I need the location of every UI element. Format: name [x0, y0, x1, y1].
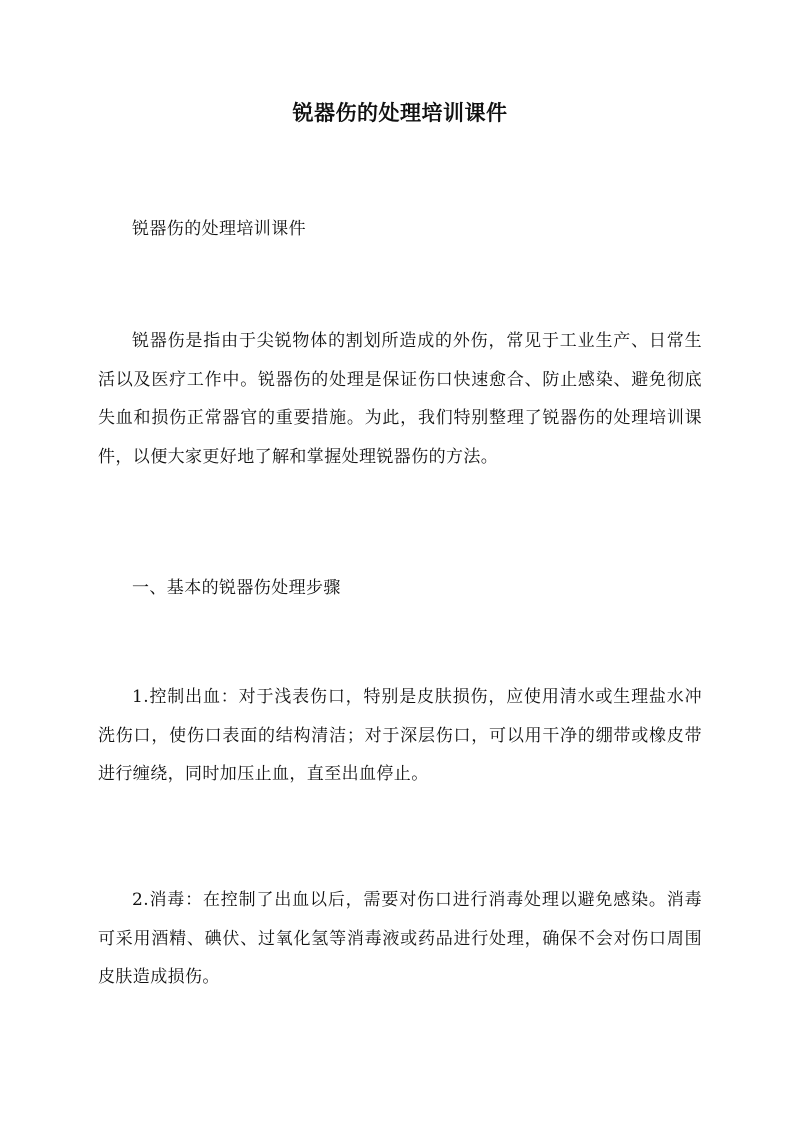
step-2-paragraph: 2.消毒：在控制了出血以后，需要对伤口进行消毒处理以避免感染。消毒可采用酒精、碘伏、过氧化氢等消毒液或药品进行处理，确保不会对伤口周围皮肤造成损伤。	[98, 890, 702, 987]
subtitle-paragraph: 锐器伤的处理培训课件	[132, 219, 306, 239]
section-heading: 一、基本的锐器伤处理步骤	[132, 578, 341, 598]
step-1-paragraph: 1.控制出血：对于浅表伤口，特别是皮肤损伤，应使用清水或生理盐水冲洗伤口，使伤口表面的结构清洁；对于深层伤口，可以用干净的绷带或橡皮带进行缠绕，同时加压止血，直至出血停止。	[98, 687, 702, 784]
intro-paragraph: 锐器伤是指由于尖锐物体的割划所造成的外伤，常见于工业生产、日常生活以及医疗工作中。锐器伤的处理是保证伤口快速愈合、防止感染、避免彻底失血和损伤正常器官的重要措施。为此，我们特别整理了锐器伤的处理培训课件，以便大家更好地了解和掌握处理锐器伤的方法。	[98, 331, 702, 467]
document-title: 锐器伤的处理培训课件	[292, 100, 508, 125]
